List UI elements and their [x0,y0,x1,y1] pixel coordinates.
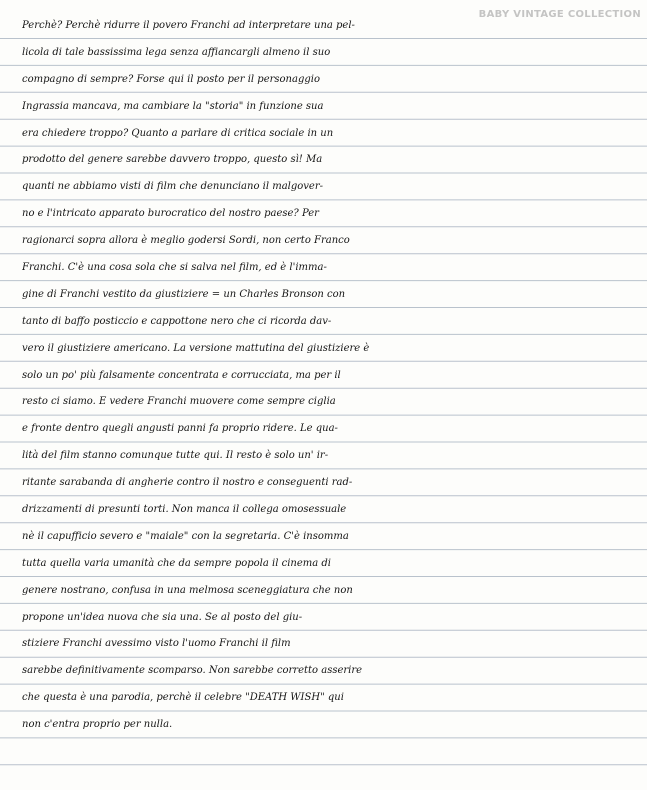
handwritten-line: ritante sarabanda di angherie contro il nostro e conseguenti rad- [22,477,353,489]
handwritten-line: tutta quella varia umanità che da sempre popola il cinema di [22,557,331,569]
handwritten-line: solo un po' più falsamente concentrata e corrucciata, ma per il [22,369,341,381]
handwritten-line: che questa è una parodia, perchè il celebre "DEATH WISH" qui [22,692,344,704]
handwritten-line: gine di Franchi vestito da giustiziere = un Charles Bronson con [22,288,346,300]
handwritten-line: stiziere Franchi avessimo visto l'uomo Franchi il film [22,638,291,650]
handwritten-line: no e l'intricato apparato burocratico del nostro paese? Per [22,208,319,220]
handwritten-line: tanto di baffo posticcio e cappottone nero che ci ricorda dav- [22,315,332,327]
handwritten-line: Franchi. C'è una cosa sola che si salva nel film, ed è l'imma- [22,262,327,274]
handwritten-line: Ingrassia mancava, ma cambiare la "storia" in funzione sua [22,100,324,112]
handwritten-line: genere nostrano, confusa in una melmosa sceneggiatura che non [22,584,353,596]
handwritten-line: non c'entra proprio per nulla. [22,719,173,731]
handwritten-line: sarebbe definitivamente scomparso. Non sarebbe corretto asserire [22,665,363,677]
handwritten-review-text [22,13,637,739]
handwritten-line: licola di tale bassissima lega senza affiancargli almeno il suo [22,46,331,58]
handwritten-line: ragionarci sopra allora è meglio godersi Sordi, non certo Franco [22,235,350,247]
handwritten-line: compagno di sempre? Forse qui il posto per il personaggio [22,73,320,85]
handwritten-line: vero il giustiziere americano. La versione mattutina del giustiziere è [22,342,370,354]
handwritten-line: e fronte dentro quegli angusti panni fa proprio ridere. Le qua- [22,423,338,435]
handwritten-line: prodotto del genere sarebbe davvero troppo, questo sì! Ma [22,154,323,166]
handwritten-line: era chiedere troppo? Quanto a parlare di critica sociale in un [22,127,334,139]
handwritten-line: lità del film stanno comunque tutte qui. Il resto è solo un' ir- [22,450,329,462]
handwritten-line: resto ci siamo. E vedere Franchi muovere come sempre ciglia [22,396,336,408]
handwritten-line: nè il capufficio severo e "maiale" con la segretaria. C'è insomma [22,530,349,542]
handwritten-line: propone un'idea nuova che sia una. Se al posto del giu- [22,611,303,623]
handwritten-line: drizzamenti di presunti torti. Non manca il collega omosessuale [22,504,347,516]
handwritten-line: quanti ne abbiamo visti di film che denunciano il malgover- [22,181,324,193]
handwritten-line: Perchè? Perchè ridurre il povero Franchi ad interpretare una pel- [22,20,355,31]
watermark-text: BABY VINTAGE COLLECTION [478,9,641,20]
